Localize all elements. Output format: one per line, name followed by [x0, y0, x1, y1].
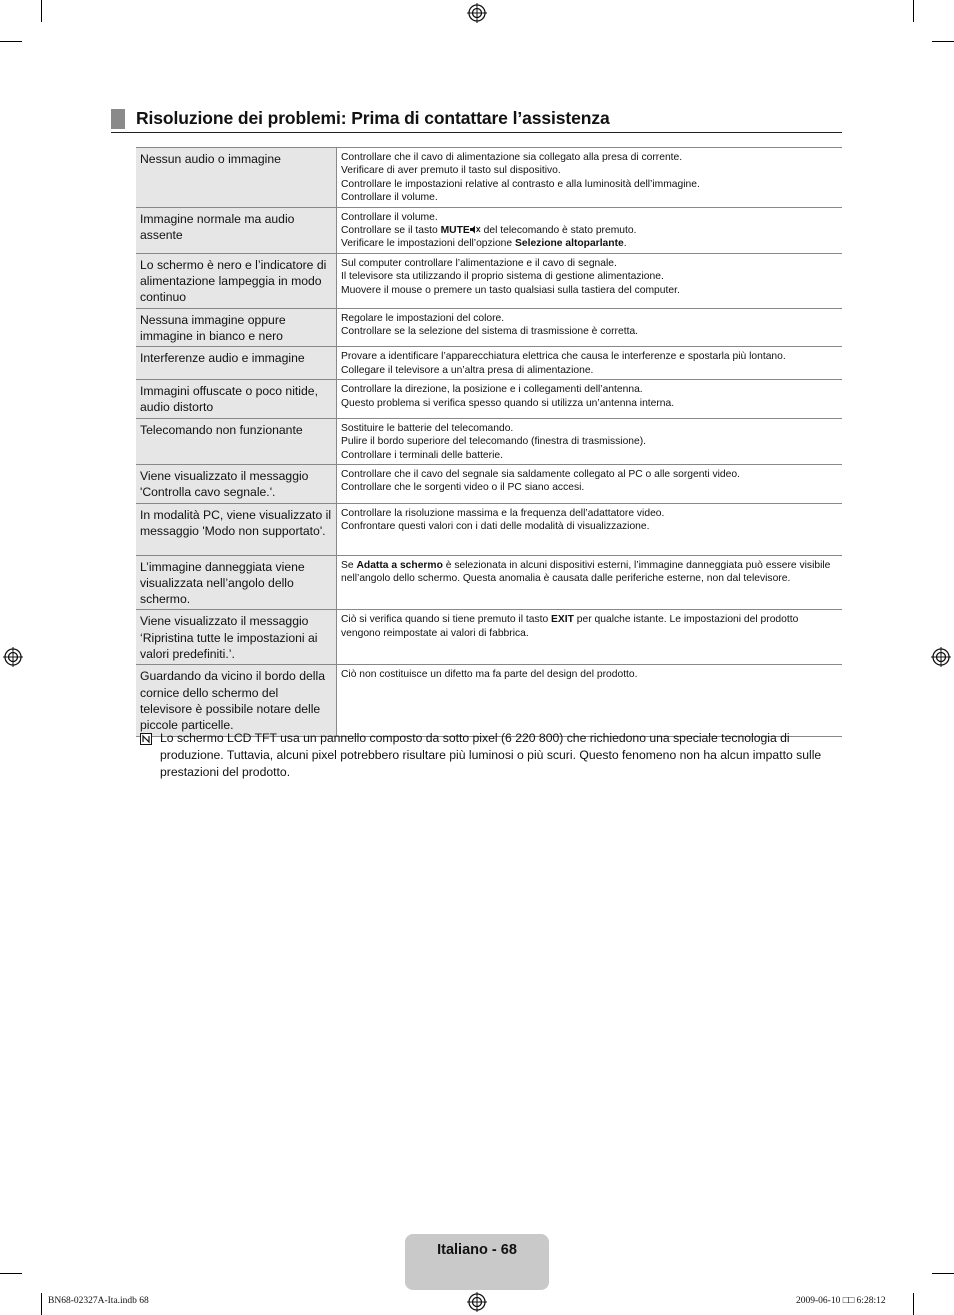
table-row [136, 555, 842, 610]
solution-cell [337, 308, 843, 347]
solution-line [341, 559, 838, 586]
solution-line: Controllare che le sorgenti video o il PC siano accesi. [341, 482, 585, 494]
crop-mark [41, 1293, 42, 1315]
solution-text: Se [341, 559, 357, 571]
table-row [136, 148, 842, 208]
problem-cell: Telecomando non funzionante [136, 418, 337, 464]
problem-cell: Immagine normale ma audio assente [136, 207, 337, 253]
registration-mark-icon [3, 647, 23, 667]
table-row [136, 380, 842, 419]
crop-mark [913, 1293, 914, 1315]
solution-cell [337, 665, 843, 736]
crop-mark [932, 1273, 954, 1274]
solution-text: è selezionata in alcuni dispositivi esterni, l’immagine danneggiata può essere visibile nell’angolo dello schermo. Questa anomalia è causata dalle periferiche esterne, non dal televisore. [341, 559, 831, 584]
table-row [136, 665, 842, 736]
mute-key-label: MUTE [440, 225, 470, 237]
menu-option-label: Adatta a schermo [356, 559, 443, 571]
solution-line [341, 613, 838, 640]
table-row [136, 464, 842, 503]
problem-cell: Interferenze audio e immagine [136, 347, 337, 380]
problem-cell: Lo schermo è nero e l’indicatore di alimentazione lampeggia in modo continuo [136, 253, 337, 308]
solution-line: Verificare di aver premuto il tasto sul dispositivo. [341, 165, 561, 177]
solution-line: Provare a identificare l’apparecchiatura elettrica che causa le interferenze e spostarla più lontano. [341, 351, 786, 363]
solution-cell [337, 610, 843, 665]
exit-key-label: EXIT [551, 614, 574, 626]
solution-line: Confrontare questi valori con i dati delle modalità di visualizzazione. [341, 520, 650, 532]
page-number-tab [405, 1234, 549, 1290]
solution-line: Controllare il volume. [341, 211, 438, 223]
problem-cell: L’immagine danneggiata viene visualizzata nell’angolo dello schermo. [136, 555, 337, 610]
table-row [136, 347, 842, 380]
solution-line: Pulire il bordo superiore del telecomando (finestra di trasmissione). [341, 436, 647, 448]
solution-text: Controllare se il tasto [341, 225, 441, 237]
solution-text: . [623, 238, 627, 250]
crop-mark [41, 0, 42, 22]
solution-line: Controllare se la selezione del sistema di trasmissione è corretta. [341, 326, 639, 338]
solution-line: Controllare la risoluzione massima e la frequenza dell’adattatore video. [341, 507, 665, 519]
problem-cell: Guardando da vicino il bordo della cornice dello schermo del televisore è possibile notare delle piccole particelle. [136, 665, 337, 736]
solution-line: Controllare che il cavo del segnale sia saldamente collegato al PC o alle sorgenti video. [341, 468, 740, 480]
solution-text: Ciò si verifica quando si tiene premuto il tasto [341, 614, 552, 626]
solution-line: Sul computer controllare l’alimentazione e il cavo di segnale. [341, 257, 617, 269]
solution-line: Sostituire le batterie del telecomando. [341, 422, 514, 434]
solution-text: Verificare le impostazioni dell’opzione [341, 238, 515, 250]
registration-mark-icon [467, 3, 487, 23]
solution-cell [337, 380, 843, 419]
solution-cell [337, 347, 843, 380]
solution-line: Collegare il televisore a un’altra presa di alimentazione. [341, 364, 594, 376]
table-row [136, 253, 842, 308]
solution-line: Regolare le impostazioni del colore. [341, 312, 505, 324]
solution-cell [337, 555, 843, 610]
solution-line: Ciò non costituisce un difetto ma fa parte del design del prodotto. [341, 669, 638, 681]
solution-text: del telecomando è stato premuto. [480, 225, 637, 237]
solution-line: Controllare che il cavo di alimentazione sia collegato alla presa di corrente. [341, 152, 683, 163]
crop-mark [932, 41, 954, 42]
solution-text: per qualche istante. Le impostazioni del prodotto vengono reimpostate ai valori di fabbrica. [341, 614, 799, 639]
crop-mark [0, 1273, 22, 1274]
solution-line: Controllare le impostazioni relative al contrasto e alla luminosità dell’immagine. [341, 178, 700, 190]
solution-cell [337, 503, 843, 555]
problem-cell: Viene visualizzato il messaggio ‘Ripristina tutte le impostazioni ai valori predefiniti.’. [136, 610, 337, 665]
problem-cell: Nessuna immagine oppure immagine in bianco e nero [136, 308, 337, 347]
troubleshooting-table [136, 147, 842, 737]
solution-line: Il televisore sta utilizzando il proprio sistema di gestione alimentazione. [341, 271, 664, 283]
solution-line: Controllare la direzione, la posizione e i collegamenti dell’antenna. [341, 384, 643, 396]
solution-cell [337, 207, 843, 253]
problem-cell: Nessun audio o immagine [136, 148, 337, 208]
solution-cell [337, 418, 843, 464]
menu-option-label: Selezione altoparlante [515, 238, 624, 250]
registration-mark-icon [467, 1292, 487, 1312]
table-row [136, 418, 842, 464]
section-header [111, 108, 842, 133]
solution-line [341, 237, 838, 250]
table-row [136, 308, 842, 347]
imprint-timestamp: 2009-06-10 □□ 6:28:12 [796, 1296, 886, 1306]
crop-mark [0, 41, 22, 42]
solution-line: Questo problema si verifica spesso quando si utilizza un’antenna interna. [341, 397, 675, 409]
table-row [136, 503, 842, 555]
solution-line [341, 224, 838, 237]
solution-line: Controllare il volume. [341, 192, 438, 204]
table-row [136, 207, 842, 253]
solution-line: Muovere il mouse o premere un tasto qualsiasi sulla tastiera del computer. [341, 284, 680, 296]
imprint-file: BN68-02327A-Ita.indb 68 [48, 1296, 149, 1306]
note-icon [140, 732, 152, 744]
solution-line: Controllare i terminali delle batterie. [341, 449, 503, 461]
problem-cell: In modalità PC, viene visualizzato il messaggio 'Modo non supportato'. [136, 503, 337, 555]
table-row [136, 610, 842, 665]
note-text: Lo schermo LCD TFT usa un pannello composto da sotto pixel (6 220 800) che richiedono una speciale tecnologia di produzione. Tuttavia, alcuni pixel potrebbero risultare più luminosi o più scuri. Questo fenomeno non ha alcun impatto sulle prestazioni del prodotto. [160, 731, 822, 779]
title-accent-bar [111, 109, 125, 129]
problem-cell: Immagini offuscate o poco nitide, audio distorto [136, 380, 337, 419]
mute-icon [470, 225, 481, 236]
solution-cell [337, 464, 843, 503]
page-title: Risoluzione dei problemi: Prima di contattare l’assistenza [136, 108, 610, 128]
page-number-label: Italiano - 68 [437, 1242, 517, 1258]
solution-cell [337, 253, 843, 308]
registration-mark-icon [931, 647, 951, 667]
problem-cell: Viene visualizzato il messaggio 'Controlla cavo segnale.'. [136, 464, 337, 503]
crop-mark [913, 0, 914, 22]
solution-cell [337, 148, 843, 208]
